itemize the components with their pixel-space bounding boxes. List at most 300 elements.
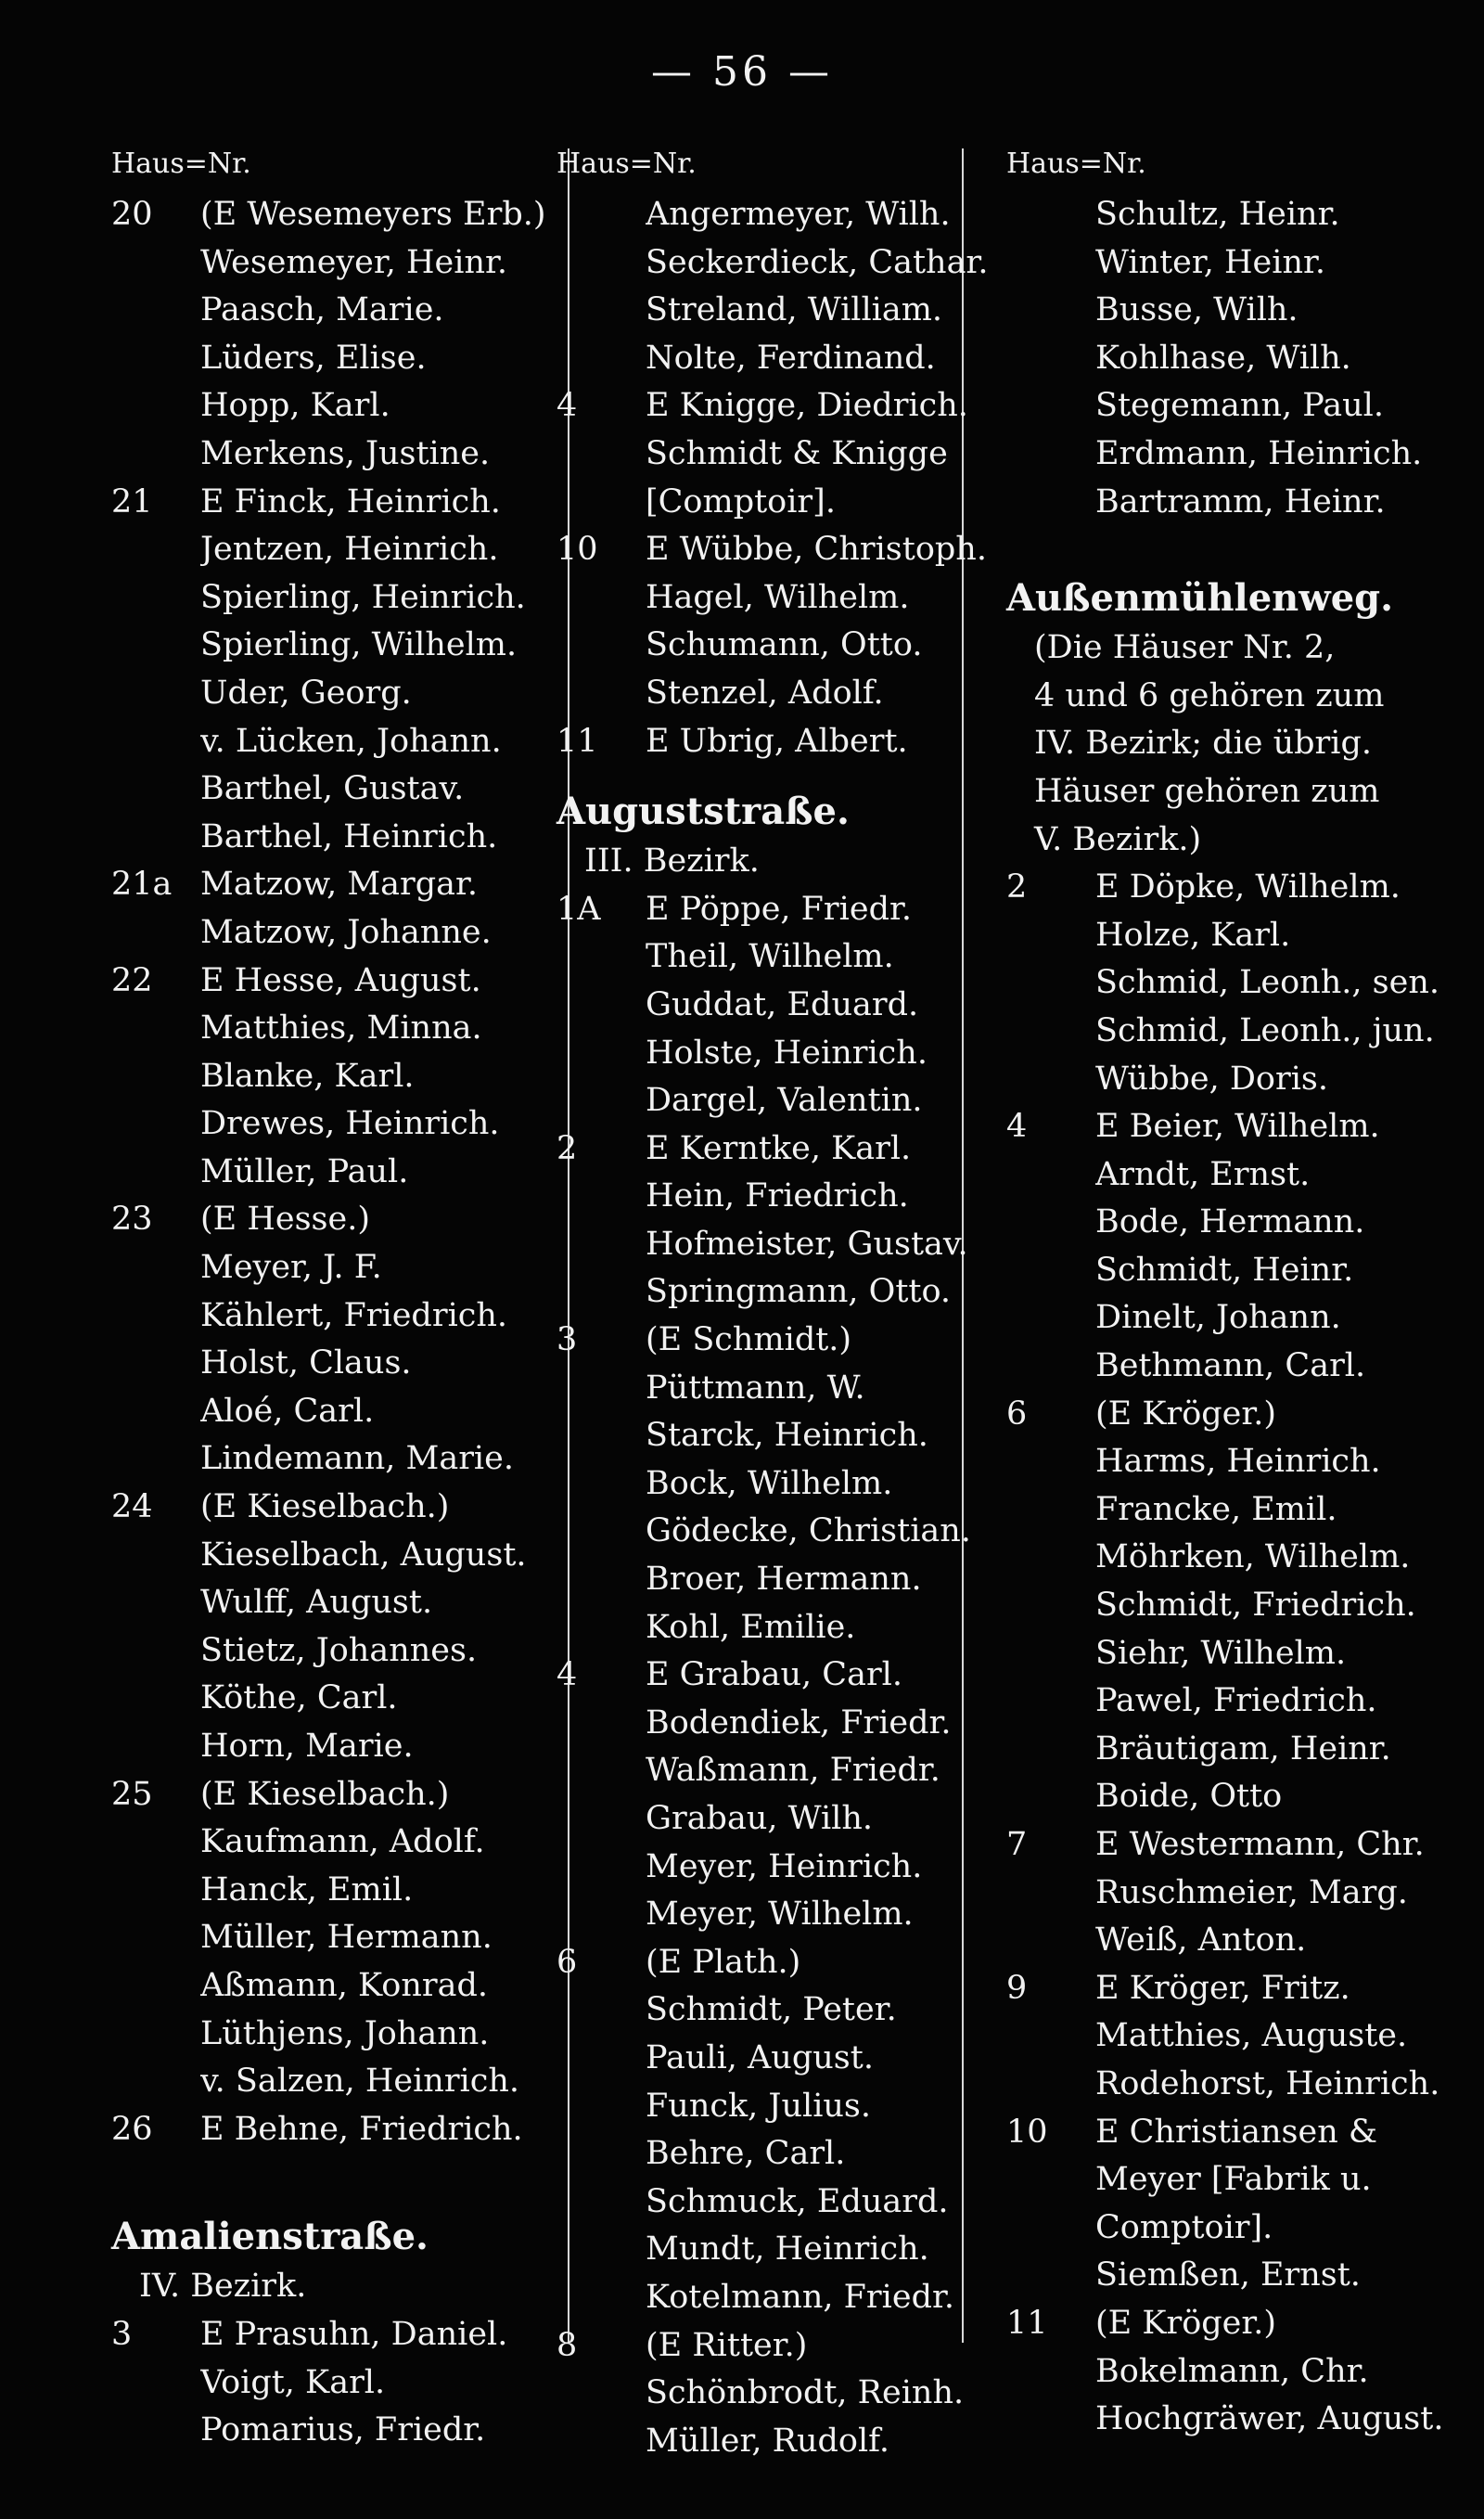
house-number — [1006, 2252, 1095, 2300]
directory-entry — [1006, 191, 1470, 239]
house-number — [1006, 1917, 1095, 1965]
resident-name: Meyer [Fabrik u. — [1095, 2161, 1372, 2199]
house-number — [1006, 1486, 1095, 1535]
resident-name: Holst, Claus. — [200, 1344, 412, 1382]
street-heading: Amalienstraße. — [111, 2215, 429, 2259]
directory-entry — [111, 1579, 566, 1627]
directory-entry — [556, 982, 1007, 1030]
directory-entry — [111, 2011, 566, 2059]
house-number — [556, 2274, 646, 2322]
resident-name: E Grabau, Carl. — [646, 1656, 902, 1694]
resident-name: Rodehorst, Heinrich. — [1095, 2064, 1440, 2102]
resident-name: Hopp, Karl. — [200, 387, 390, 425]
house-number — [556, 1173, 646, 1221]
resident-name: (E Plath.) — [646, 1943, 801, 1981]
directory-entry — [111, 1819, 566, 1867]
house-number: 2 — [1006, 868, 1028, 906]
directory-entry — [1006, 1821, 1470, 1870]
house-number — [111, 1819, 200, 1867]
resident-name: Wesemeyer, Heinr. — [200, 243, 508, 281]
column-header: Haus=Nr. — [111, 148, 251, 180]
directory-entry — [1006, 912, 1470, 960]
house-number — [1006, 1582, 1095, 1630]
directory-entry — [1006, 1343, 1470, 1391]
column-header: Haus=Nr. — [1006, 148, 1146, 180]
resident-name: Schönbrodt, Reinh. — [646, 2374, 965, 2412]
directory-entry — [1006, 1008, 1470, 1056]
resident-name: E Prasuhn, Daniel. — [200, 2315, 508, 2353]
directory-entry — [556, 1891, 1007, 1939]
house-number — [111, 1435, 200, 1484]
house-number: 4 — [556, 387, 578, 425]
resident-name: E Pöppe, Friedr. — [646, 890, 912, 928]
house-number: 4 — [1006, 1108, 1028, 1146]
resident-name: E Hesse, August. — [200, 961, 481, 999]
house-number: 2 — [556, 1129, 578, 1167]
directory-entry — [556, 1700, 1007, 1748]
entry-list — [1006, 191, 1470, 526]
resident-name: (E Kröger.) — [1095, 1394, 1277, 1433]
directory-entry — [556, 718, 1007, 766]
directory-entry — [111, 1914, 566, 1962]
house-number — [556, 2083, 646, 2131]
directory-entry — [1006, 1151, 1470, 1200]
house-number — [111, 909, 200, 957]
house-number — [111, 765, 200, 814]
entry-list — [556, 191, 1007, 765]
directory-entry — [556, 1604, 1007, 1652]
resident-name: (E Wesemeyers Erb.) — [200, 196, 546, 233]
resident-name: (E Schmidt.) — [646, 1321, 852, 1359]
resident-name: Bodendiek, Friedr. — [646, 1703, 952, 1741]
house-number — [111, 622, 200, 670]
resident-name: Waßmann, Friedr. — [646, 1752, 940, 1790]
resident-name: Funck, Julius. — [646, 2087, 872, 2125]
house-number — [111, 1579, 200, 1627]
house-number — [111, 335, 200, 383]
resident-name: Francke, Emil. — [1095, 1490, 1337, 1528]
street-heading: Auguststraße. — [556, 790, 850, 834]
directory-entry — [556, 1986, 1007, 2035]
resident-name: Stietz, Johannes. — [200, 1631, 478, 1669]
house-number — [111, 1100, 200, 1149]
resident-name: Püttmann, W. — [646, 1369, 865, 1407]
directory-entry — [556, 191, 1007, 239]
resident-name: Kaufmann, Adolf. — [200, 1823, 485, 1861]
resident-name: Aloé, Carl. — [200, 1392, 375, 1430]
house-number — [556, 2178, 646, 2227]
directory-entry — [1006, 335, 1470, 383]
house-number: 4 — [556, 1656, 578, 1694]
house-number — [1006, 1056, 1095, 1104]
resident-name: Starck, Heinrich. — [646, 1417, 928, 1455]
resident-name: Wübbe, Doris. — [1095, 1060, 1329, 1098]
entry-list — [1006, 864, 1470, 2444]
resident-name: E Wübbe, Christoph. — [646, 531, 987, 569]
house-number — [556, 2418, 646, 2466]
house-number — [556, 2370, 646, 2418]
resident-name: Wulff, August. — [200, 1584, 433, 1622]
house-number — [111, 2407, 200, 2455]
house-number — [556, 1795, 646, 1844]
directory-entry — [1006, 1773, 1470, 1821]
directory-entry — [111, 1149, 566, 1197]
resident-name: Ruschmeier, Marg. — [1095, 1873, 1408, 1911]
house-number — [1006, 2348, 1095, 2397]
house-number — [111, 1962, 200, 2011]
directory-entry — [556, 1747, 1007, 1795]
directory-entry — [1006, 1486, 1470, 1535]
resident-name: Stenzel, Adolf. — [646, 674, 884, 712]
directory-entry — [111, 765, 566, 814]
resident-name: Müller, Hermann. — [200, 1919, 493, 1957]
directory-entry — [1006, 1438, 1470, 1486]
resident-name: E Knigge, Diedrich. — [646, 387, 968, 425]
house-number — [1006, 1630, 1095, 1678]
house-number — [111, 574, 200, 623]
directory-entry — [556, 1077, 1007, 1125]
resident-name: Hanck, Emil. — [200, 1870, 414, 1909]
resident-name: Bräutigam, Heinr. — [1095, 1729, 1391, 1767]
resident-name: Mundt, Heinrich. — [646, 2230, 929, 2268]
house-number — [1006, 1534, 1095, 1582]
directory-entry — [111, 1484, 566, 1532]
house-number — [556, 1844, 646, 1892]
house-number — [1006, 1870, 1095, 1918]
house-number — [1006, 1438, 1095, 1486]
house-number — [556, 982, 646, 1030]
house-number — [556, 191, 646, 239]
resident-name: Lindemann, Marie. — [200, 1440, 514, 1478]
resident-name: E Christiansen & — [1095, 2113, 1378, 2151]
directory-entry — [1006, 1965, 1470, 2013]
resident-name: Streland, William. — [646, 291, 943, 329]
house-number — [1006, 1008, 1095, 1056]
house-number — [556, 670, 646, 718]
house-number — [111, 670, 200, 718]
resident-name: Paasch, Marie. — [200, 291, 444, 329]
house-number — [111, 1723, 200, 1771]
resident-name: Schmidt, Peter. — [646, 1991, 897, 2029]
house-number — [556, 2035, 646, 2083]
resident-name: Weiß, Anton. — [1095, 1921, 1307, 1960]
resident-name: Pawel, Friedrich. — [1095, 1682, 1377, 1720]
resident-name: Bokelmann, Chr. — [1095, 2352, 1369, 2390]
directory-entry — [111, 1867, 566, 1915]
directory-entry — [1006, 1391, 1470, 1439]
directory-entry — [111, 1244, 566, 1292]
directory-entry — [111, 718, 566, 766]
house-number: 11 — [556, 722, 598, 760]
directory-entry — [556, 2370, 1007, 2418]
resident-name: Schultz, Heinr. — [1095, 196, 1340, 233]
house-number: 22 — [111, 961, 153, 999]
house-number — [111, 2011, 200, 2059]
resident-name: (E Hesse.) — [200, 1201, 370, 1239]
house-number — [556, 1460, 646, 1509]
directory-entry — [556, 2083, 1007, 2131]
house-number — [1006, 335, 1095, 383]
house-number — [111, 1340, 200, 1388]
resident-name: [Comptoir]. — [646, 482, 836, 521]
resident-name: Springmann, Otto. — [646, 1273, 952, 1311]
directory-entry — [556, 670, 1007, 718]
page-number: — 56 — — [651, 48, 833, 96]
house-number — [1006, 1677, 1095, 1726]
resident-name: E Westermann, Chr. — [1095, 1826, 1425, 1863]
resident-name: Matzow, Johanne. — [200, 913, 492, 951]
resident-name: Aßmann, Konrad. — [200, 1966, 488, 2004]
resident-name: Müller, Rudolf. — [646, 2422, 890, 2460]
directory-entry — [111, 814, 566, 862]
house-number — [1006, 912, 1095, 960]
resident-name: Siemßen, Ernst. — [1095, 2256, 1361, 2294]
entry-list — [111, 2311, 566, 2455]
directory-entry — [111, 957, 566, 1006]
column-1 — [111, 137, 566, 2482]
house-number — [556, 431, 646, 479]
resident-name: Holste, Heinrich. — [646, 1034, 928, 1072]
house-number — [556, 1077, 646, 1125]
directory-entry — [111, 1723, 566, 1771]
resident-name: Arndt, Ernst. — [1095, 1155, 1311, 1193]
house-number — [556, 1030, 646, 1078]
house-number — [1006, 2396, 1095, 2444]
column-2 — [556, 137, 1007, 2482]
directory-entry — [1006, 2061, 1470, 2109]
directory-entry — [556, 382, 1007, 431]
house-number — [556, 479, 646, 527]
directory-entry — [111, 2058, 566, 2106]
resident-name: Boide, Otto — [1095, 1778, 1283, 1816]
resident-name: Comptoir]. — [1095, 2208, 1273, 2246]
resident-name: Schmidt, Heinr. — [1095, 1251, 1354, 1289]
directory-entry — [556, 2322, 1007, 2371]
resident-name: E Kröger, Fritz. — [1095, 1969, 1350, 2007]
house-number — [1006, 2204, 1095, 2253]
resident-name: Winter, Heinr. — [1095, 243, 1325, 281]
directory-entry — [1006, 959, 1470, 1008]
resident-name: Spierling, Heinrich. — [200, 578, 526, 616]
resident-name: Schmuck, Eduard. — [646, 2182, 949, 2220]
house-number — [1006, 2156, 1095, 2204]
resident-name: Müller, Paul. — [200, 1152, 409, 1190]
resident-name: Meyer, Wilhelm. — [646, 1896, 914, 1934]
resident-name: Siehr, Wilhelm. — [1095, 1634, 1347, 1672]
directory-entry — [1006, 2300, 1470, 2348]
resident-name: Behre, Carl. — [646, 2135, 846, 2173]
directory-entry — [556, 1317, 1007, 1365]
directory-entry — [1006, 1870, 1470, 1918]
resident-name: Pomarius, Friedr. — [200, 2411, 486, 2449]
directory-entry — [1006, 2156, 1470, 2204]
resident-name: Meyer, J. F. — [200, 1249, 382, 1287]
directory-entry — [111, 622, 566, 670]
directory-entry — [556, 1460, 1007, 1509]
resident-name: Busse, Wilh. — [1095, 291, 1298, 329]
house-number — [1006, 431, 1095, 479]
directory-entry — [556, 1125, 1007, 1174]
house-number — [1006, 1151, 1095, 1200]
resident-name: Kotelmann, Friedr. — [646, 2278, 954, 2316]
resident-name: Schmidt & Knigge — [646, 434, 948, 472]
directory-entry — [556, 1508, 1007, 1556]
note-line: 4 und 6 gehören zum — [1034, 676, 1385, 714]
directory-entry — [556, 886, 1007, 934]
house-number: 21a — [111, 866, 173, 904]
directory-entry — [111, 2106, 566, 2154]
resident-name: Schumann, Otto. — [646, 626, 923, 664]
house-number — [556, 287, 646, 335]
house-number: 1A — [556, 890, 601, 928]
directory-entry — [1006, 1294, 1470, 1343]
directory-entry — [111, 382, 566, 431]
directory-entry — [556, 2178, 1007, 2227]
house-number — [556, 1508, 646, 1556]
house-number — [111, 1388, 200, 1436]
directory-entry — [111, 479, 566, 527]
resident-name: Harms, Heinrich. — [1095, 1443, 1381, 1481]
directory-entry — [556, 1173, 1007, 1221]
directory-entry — [111, 2407, 566, 2455]
house-number: 10 — [1006, 2113, 1048, 2151]
house-number — [1006, 191, 1095, 239]
house-number — [111, 382, 200, 431]
directory-entry — [111, 1005, 566, 1053]
directory-entry — [111, 1435, 566, 1484]
resident-name: Guddat, Eduard. — [646, 985, 919, 1023]
directory-entry — [556, 2418, 1007, 2466]
directory-entry — [111, 1100, 566, 1149]
house-number — [111, 1867, 200, 1915]
directory-entry — [556, 1844, 1007, 1892]
directory-entry — [1006, 382, 1470, 431]
resident-name: v. Lücken, Johann. — [200, 722, 502, 760]
directory-entry — [111, 861, 566, 909]
directory-entry — [1006, 1056, 1470, 1104]
house-number — [1006, 479, 1095, 527]
house-number — [111, 2359, 200, 2408]
resident-name: Matthies, Auguste. — [1095, 2017, 1408, 2055]
column-header: Haus=Nr. — [556, 148, 697, 180]
directory-entry — [1006, 1103, 1470, 1151]
house-number — [111, 1053, 200, 1101]
resident-name: Barthel, Gustav. — [200, 770, 465, 808]
resident-name: v. Salzen, Heinrich. — [200, 2063, 520, 2101]
directory-entry — [111, 574, 566, 623]
directory-entry — [111, 1053, 566, 1101]
directory-entry — [556, 431, 1007, 479]
house-number: 25 — [111, 1775, 153, 1813]
house-number — [111, 287, 200, 335]
house-number — [111, 1914, 200, 1962]
resident-name: Drewes, Heinrich. — [200, 1105, 500, 1143]
directory-entry — [1006, 239, 1470, 288]
resident-name: Hagel, Wilhelm. — [646, 578, 910, 616]
resident-name: Matzow, Margar. — [200, 866, 479, 904]
house-number — [111, 1627, 200, 1676]
resident-name: (E Kröger.) — [1095, 2304, 1277, 2342]
house-number: 3 — [556, 1321, 578, 1359]
house-number — [1006, 1199, 1095, 1247]
entry-list — [111, 191, 566, 2153]
resident-name: Lüthjens, Johann. — [200, 2014, 490, 2052]
directory-entry — [556, 2130, 1007, 2178]
house-number — [556, 1268, 646, 1317]
house-number — [111, 526, 200, 574]
resident-name: Hochgräwer, August. — [1095, 2400, 1444, 2438]
resident-name: Bartramm, Heinr. — [1095, 482, 1386, 521]
resident-name: Broer, Hermann. — [646, 1561, 922, 1599]
house-number — [1006, 1247, 1095, 1295]
resident-name: Jentzen, Heinrich. — [200, 531, 499, 569]
house-number — [556, 574, 646, 623]
house-number — [1006, 239, 1095, 288]
directory-entry — [1006, 1582, 1470, 1630]
directory-entry — [111, 239, 566, 288]
house-number — [556, 1604, 646, 1652]
house-number — [556, 1891, 646, 1939]
house-number: 20 — [111, 196, 153, 233]
house-number: 6 — [1006, 1394, 1028, 1433]
house-number — [1006, 959, 1095, 1008]
resident-name: Angermeyer, Wilh. — [646, 196, 951, 233]
directory-entry — [111, 287, 566, 335]
directory-entry — [1006, 1917, 1470, 1965]
house-number — [111, 1149, 200, 1197]
resident-name: Voigt, Karl. — [200, 2363, 386, 2401]
resident-name: Blanke, Karl. — [200, 1057, 415, 1095]
house-number — [111, 718, 200, 766]
directory-entry — [111, 1340, 566, 1388]
resident-name: E Kerntke, Karl. — [646, 1129, 912, 1167]
house-number — [111, 1675, 200, 1723]
resident-name: (E Kieselbach.) — [200, 1775, 450, 1813]
house-number — [111, 1005, 200, 1053]
house-number — [1006, 2061, 1095, 2109]
house-number — [556, 2226, 646, 2274]
resident-name: E Döpke, Wilhelm. — [1095, 868, 1401, 906]
directory-entry — [1006, 2204, 1470, 2253]
resident-name: Köthe, Carl. — [200, 1679, 398, 1717]
directory-entry — [556, 1556, 1007, 1604]
directory-entry — [111, 1675, 566, 1723]
directory-entry — [1006, 2396, 1470, 2444]
resident-name: (E Kieselbach.) — [200, 1488, 450, 1526]
resident-name: Kählert, Friedrich. — [200, 1296, 508, 1334]
note-line: Häuser gehören zum — [1034, 772, 1380, 810]
directory-entry — [556, 933, 1007, 982]
house-number — [111, 1292, 200, 1341]
house-number — [1006, 1294, 1095, 1343]
resident-name: Lüders, Elise. — [200, 339, 427, 377]
house-number — [111, 239, 200, 288]
note-line: IV. Bezirk; die übrig. — [1034, 725, 1372, 763]
resident-name: Kohlhase, Wilh. — [1095, 339, 1351, 377]
house-number: 21 — [111, 482, 153, 521]
resident-name: Schmid, Leonh., sen. — [1095, 964, 1439, 1002]
house-number — [556, 335, 646, 383]
house-number — [1006, 287, 1095, 335]
directory-entry — [556, 574, 1007, 623]
street-heading: Außenmühlenweg. — [1006, 576, 1394, 621]
directory-entry — [1006, 287, 1470, 335]
resident-name: Gödecke, Christian. — [646, 1512, 971, 1550]
directory-entry — [556, 1221, 1007, 1269]
directory-entry — [556, 335, 1007, 383]
directory-entry — [1006, 1247, 1470, 1295]
resident-name: Barthel, Heinrich. — [200, 817, 498, 855]
